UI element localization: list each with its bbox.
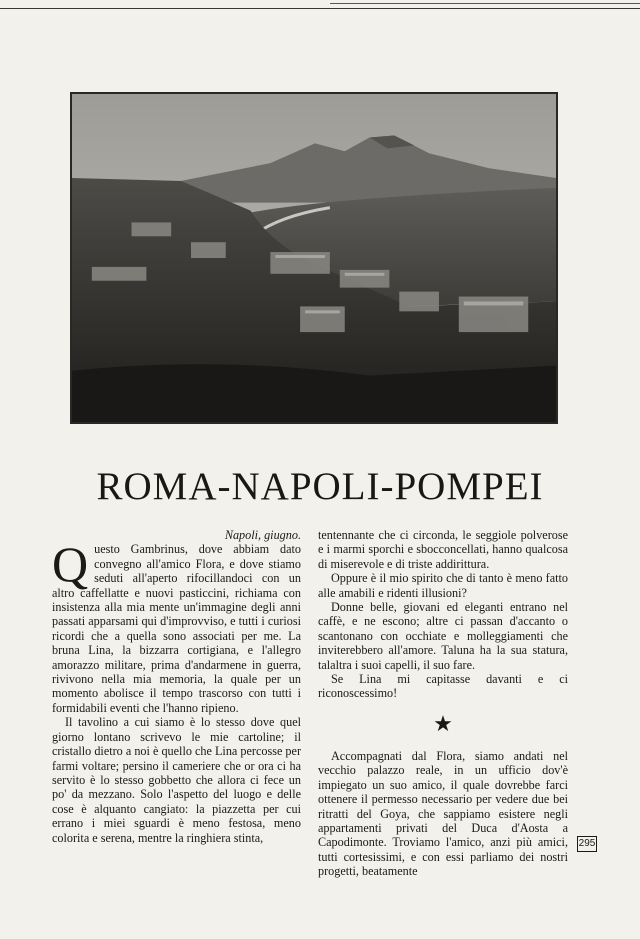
article-paragraph-2: Il tavolino a cui siamo è lo stesso dove quel giorno lontano scrivevo le mie cartoline; il cristallo dietro a noi è quello che Lina percosse per farmi voltare; persino il cameriere che or ora ci ha servito è lo stesso gobbetto che allora ci fece un po' da mezzano. Solo l'aspetto del luogo e delle cose è alquanto cangiato: la piazzetta per cui errano i miei sguardi è meno festosa, meno colorita e serena, mentre la ringhiera stinta, <box>52 715 301 845</box>
article-paragraph-7: Accompagnati dal Flora, siamo andati nel vecchio palazzo reale, in un ufficio dov'è impiegato un suo amico, il quale dovrebbe farci ottenere il permesso necessario per vedere due bei ritratti del Goya, che sappiamo esistere negli appartamenti privati del Duca d'Aosta a Capodimonte. Troviamo l'amico, anzi più amici, tutti cortesissimi, e con essi parliamo dei nostri progetti, beatamente <box>318 748 568 879</box>
article-column-left <box>52 528 301 845</box>
article-paragraph-1 <box>52 536 301 715</box>
article-paragraph-4: Oppure è il mio spirito che di tanto è meno fatto alle amabili e ridenti illusioni? <box>318 571 568 600</box>
naples-panorama-photo <box>70 92 558 424</box>
top-rule <box>0 8 640 9</box>
article-paragraph-5: Donne belle, giovani ed eleganti entrano nel caffè, e ne escono; altre ci passan d'accanto o scantonano con occhiate e molleggiamenti che inviterebbero all'amore. Taluna ha la sua statura, talaltra i suoi capelli, il suo fare. <box>318 600 568 672</box>
top-rule-short <box>330 3 640 4</box>
page-number: 295 <box>577 836 597 852</box>
article-paragraph-3: tentennante che ci circonda, le seggiole polverose e i marmi sporchi e sbocconcellati, hanno qualcosa di miserevole e di triste addirittura. <box>318 528 568 571</box>
article-title: ROMA-NAPOLI-POMPEI <box>96 465 544 508</box>
dateline: Napoli, giugno. <box>224 528 301 542</box>
article-column-right <box>318 528 568 879</box>
drop-cap: Q <box>52 536 89 593</box>
paragraph-text: uesto Gambrinus, dove abbiam dato convegno all'amico Flora, e dove stiamo seduti all'aperto rifocillandoci con un altro caffellatte e nuovi pasticcini, richiama con insistenza alla mia mente un'immagine degli anni passati apparsami qui d'improvviso, e tutti i curiosi ricordi che a quella sono associati per me. La bruna Lina, la bizzarra cortigiana, e l'allegro amorazzo militare, prima d'andarmene in guerra, rivivono nella mia memoria, la quale per un momento abolisce il tempo trascorso con tutti i formidabili eventi che l'hanno ripieno. <box>52 542 301 715</box>
article-paragraph-6: Se Lina mi capitasse davanti e ci riconoscessimo! <box>318 672 568 701</box>
star-separator-icon: ★ <box>433 710 453 736</box>
